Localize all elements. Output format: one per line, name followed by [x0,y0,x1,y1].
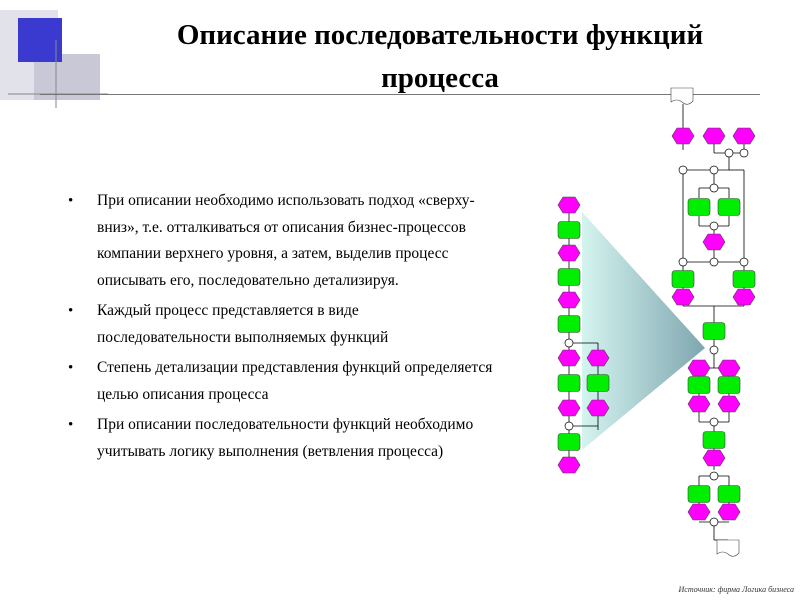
event-node [703,234,725,250]
event-node [688,504,710,520]
connector-node [710,346,718,354]
document-node [671,88,693,104]
event-node [558,197,580,213]
function-node [733,271,755,288]
title-line-2: процесса [381,62,499,94]
event-node [718,504,740,520]
connector-node [710,166,718,174]
connector-node [740,258,748,266]
event-node [558,457,580,473]
function-node [587,375,609,392]
function-node [688,199,710,216]
function-node [672,271,694,288]
function-node [718,377,740,394]
bullet-item: • Каждый процесс представляется в виде последовательности выполняемых функций [66,298,496,351]
connector-node [565,339,573,347]
function-node [558,316,580,333]
bullet-item: • Степень детализации представления функций определяется целью описания процесса [66,355,496,408]
event-node [688,360,710,376]
function-node [558,375,580,392]
function-node [718,199,740,216]
function-node [558,269,580,286]
function-node [703,432,725,449]
function-node [558,434,580,451]
connector-node [679,258,687,266]
event-node [733,289,755,305]
connector-node [565,422,573,430]
event-node [703,128,725,144]
event-node [587,350,609,366]
source-note: Источник: фирма Логика бизнеса [678,585,794,594]
event-node [703,450,725,466]
document-node [717,540,739,556]
bullet-item: • При описании последовательности функций необходимо учитывать логику выполнения (ветвления процесса) [66,412,496,465]
process-flow-diagram [540,84,770,574]
bullet-item: • При описании необходимо использовать подход «сверху-вниз», т.е. отталкиваться от описания бизнес-процессов компании верхнего уровня, а затем, выделив процесс описывать его, последовательно детализируя. [66,188,496,294]
function-node [558,222,580,239]
function-node [688,377,710,394]
connector-node [710,418,718,426]
connector-node [710,472,718,480]
function-node [703,323,725,340]
title-line-1: Описание последовательности функций [176,19,704,51]
event-node [672,289,694,305]
connector-node [710,184,718,192]
connector-node [710,222,718,230]
function-node [718,486,740,503]
connector-node [710,518,718,526]
event-node [558,400,580,416]
event-node [558,292,580,308]
function-node [688,486,710,503]
connector-node [740,149,748,157]
connector-node [710,258,718,266]
event-node [718,360,740,376]
event-node [733,128,755,144]
bullet-list [66,188,496,469]
event-node [718,396,740,412]
connector-node [679,166,687,174]
event-node [672,128,694,144]
event-node [688,396,710,412]
event-node [587,400,609,416]
event-node [558,245,580,261]
event-node [558,350,580,366]
connector-node [725,149,733,157]
